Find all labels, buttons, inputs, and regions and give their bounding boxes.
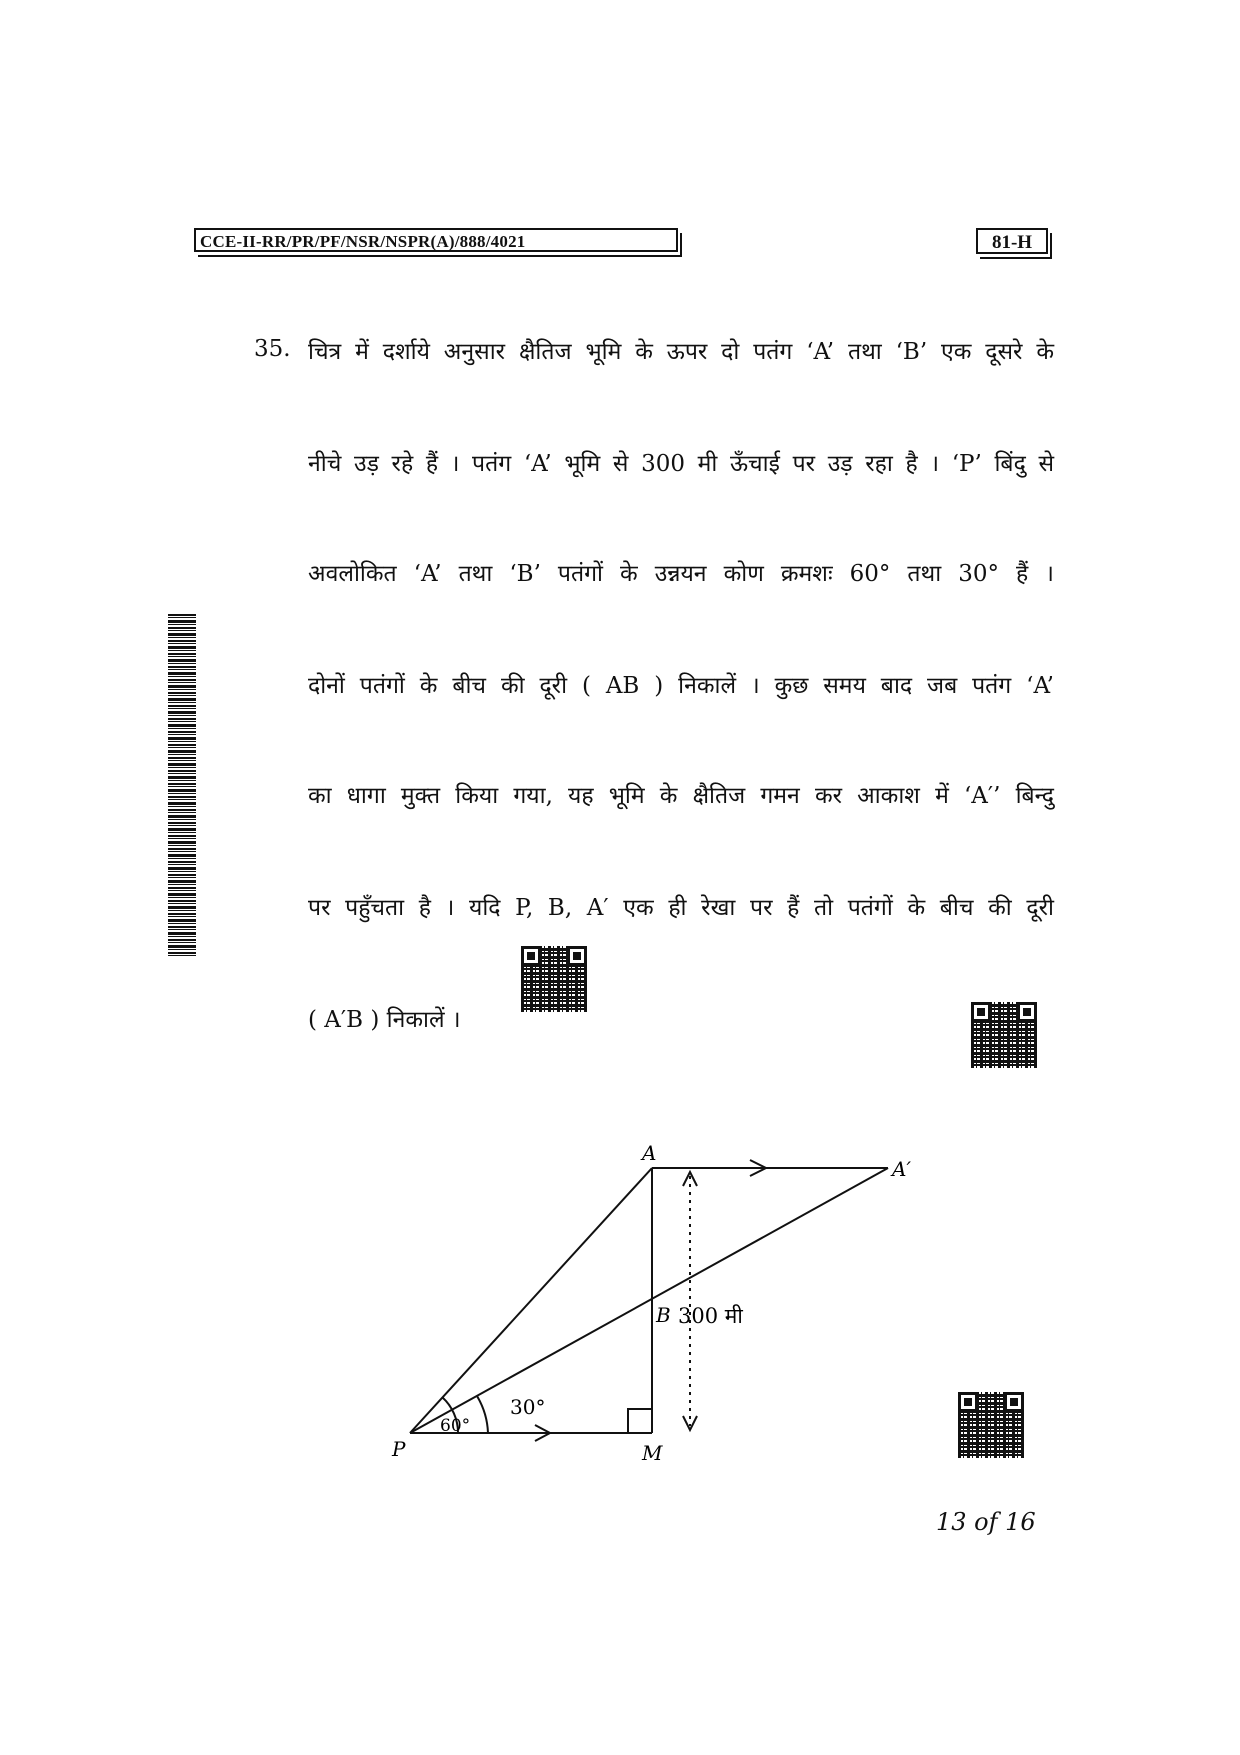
line-PA-prime [410, 1168, 888, 1433]
paper-code: CCE-II-RR/PR/PF/NSR/NSPR(A)/888/4021 [194, 228, 678, 252]
question-line-3: अवलोकित ‘A’ तथा ‘B’ पतंगों के उन्नयन कोण क्रमशः 60° तथा 30° हैं । [308, 561, 1054, 587]
label-B: B [656, 1303, 671, 1327]
angle-arc-30 [477, 1396, 488, 1433]
question-line-1: चित्र में दर्शाये अनुसार क्षैतिज भूमि के ऊपर दो पतंग ‘A’ तथा ‘B’ एक दूसरे के [308, 339, 1054, 365]
label-A: A [642, 1141, 657, 1165]
question-line-5: का धागा मुक्त किया गया, यह भूमि के क्षैतिज गमन कर आकाश में ‘A′’ बिन्दु [308, 783, 1054, 809]
question-line-4: दोनों पतंगों के बीच की दूरी ( AB ) निकालें । कुछ समय बाद जब पतंग ‘A’ [308, 673, 1054, 699]
qr-code-3 [958, 1392, 1024, 1458]
label-angle-30: 30° [510, 1395, 546, 1419]
line-PA [410, 1168, 652, 1433]
label-A-prime: A′ [892, 1157, 911, 1181]
question-line-6: पर पहुँचता है । यदि P, B, A′ एक ही रेखा पर हैं तो पतंगों के बीच की दूरी [308, 895, 1054, 921]
label-angle-60: 60° [440, 1416, 471, 1436]
qr-code-2 [971, 1002, 1037, 1068]
question-line-2: नीचे उड़ रहे हैं । पतंग ‘A’ भूमि से 300 मी ऊँचाई पर उड़ रहा है । ‘P’ बिंदु से [308, 451, 1054, 477]
question-number: 35. [254, 336, 291, 362]
set-code: 81-H [976, 228, 1048, 254]
kite-geometry-figure [380, 1140, 940, 1480]
label-height: 300 मी [678, 1304, 743, 1328]
right-angle-marker [628, 1409, 652, 1433]
label-P: P [392, 1437, 406, 1461]
question-line-7: ( A′B ) निकालें । [308, 1007, 461, 1033]
page-number: 13 of 16 [936, 1508, 1036, 1536]
label-M: M [642, 1441, 663, 1465]
side-barcode [168, 614, 196, 958]
qr-code-1 [521, 946, 587, 1012]
